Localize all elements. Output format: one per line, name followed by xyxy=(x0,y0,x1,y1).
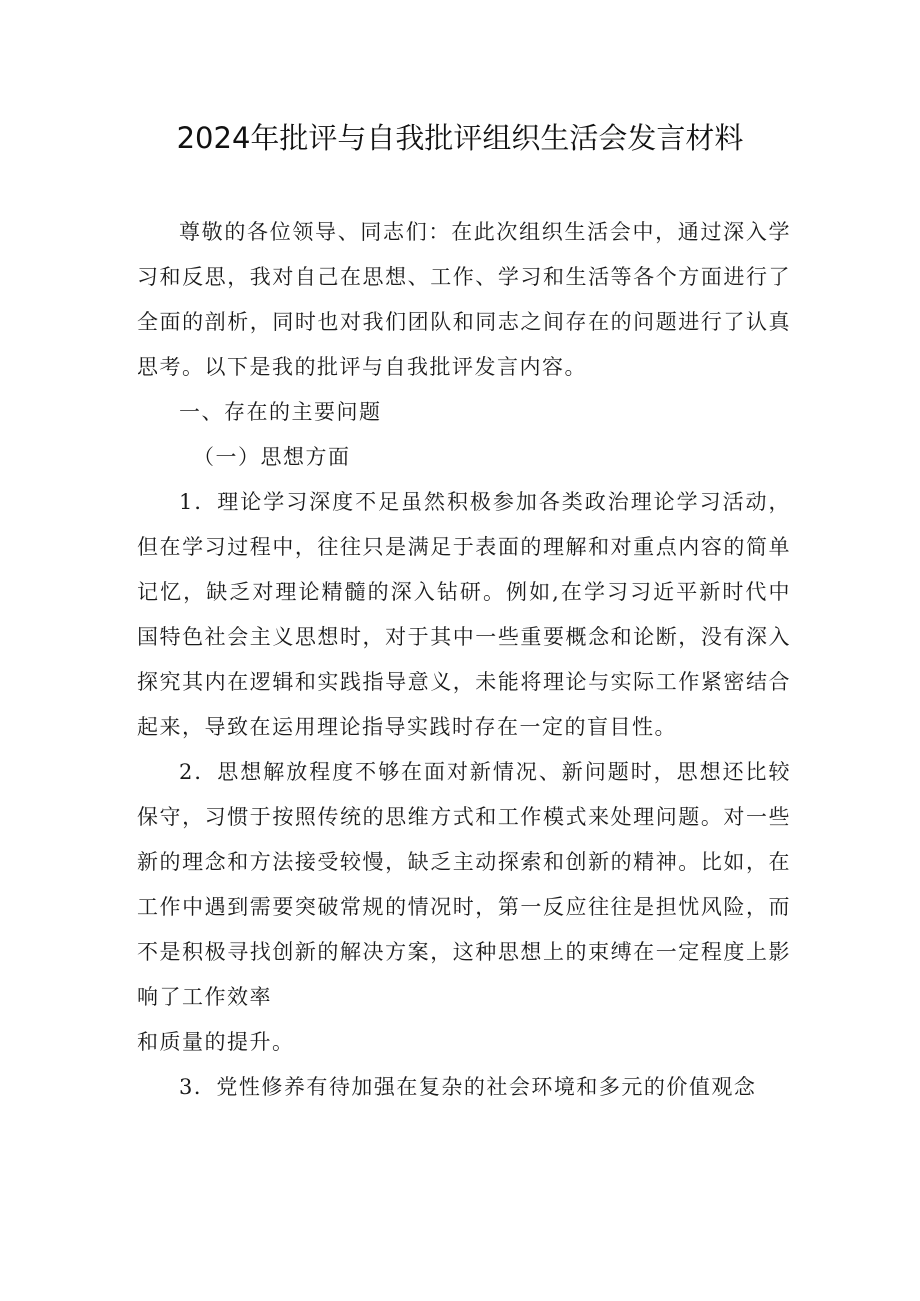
list-item: 1．理论学习深度不足虽然积极参加各类政治理论学习活动，但在学习过程中，往往只是满足于表面的理解和对重点内容的简单记忆，缺乏对理论精髓的深入钻研。例如,在学习习近平新时代中国特色社会主义思想时，对于其中一些重要概念和论断，没有深入探究其内在逻辑和实践指导意义，未能将理论与实际工作紧密结合起来，导致在运用理论指导实践时存在一定的盲目性。 xyxy=(137,490,791,739)
list-item: 3．党性修养有待加强在复杂的社会环境和多元的价值观念 xyxy=(179,1075,757,1099)
intro-paragraph: 尊敬的各位领导、同志们：在此次组织生活会中，通过深入学习和反思，我对自己在思想、工作、学习和生活等各个方面进行了全面的剖析，同时也对我们团队和同志之间存在的问题进行了认真思考。以下是我的批评与自我批评发言内容。 xyxy=(137,220,791,379)
subsection-heading: （一）思想方面 xyxy=(193,445,351,469)
section-heading: 一、存在的主要问题 xyxy=(179,400,382,424)
page-title: 2024年批评与自我批评组织生活会发言材料 xyxy=(176,121,744,155)
paragraph-continuation: 和质量的提升。 xyxy=(137,1030,295,1054)
list-item: 2．思想解放程度不够在面对新情况、新问题时，思想还比较保守，习惯于按照传统的思维方式和工作模式来处理问题。对一些新的理念和方法接受较慢，缺乏主动探索和创新的精神。比如，在工作中遇到需要突破常规的情况时，第一反应往往是担忧风险，而不是积极寻找创新的解决方案，这种思想上的束缚在一定程度上影响了工作效率 xyxy=(137,760,791,1009)
document-body xyxy=(137,210,791,1110)
